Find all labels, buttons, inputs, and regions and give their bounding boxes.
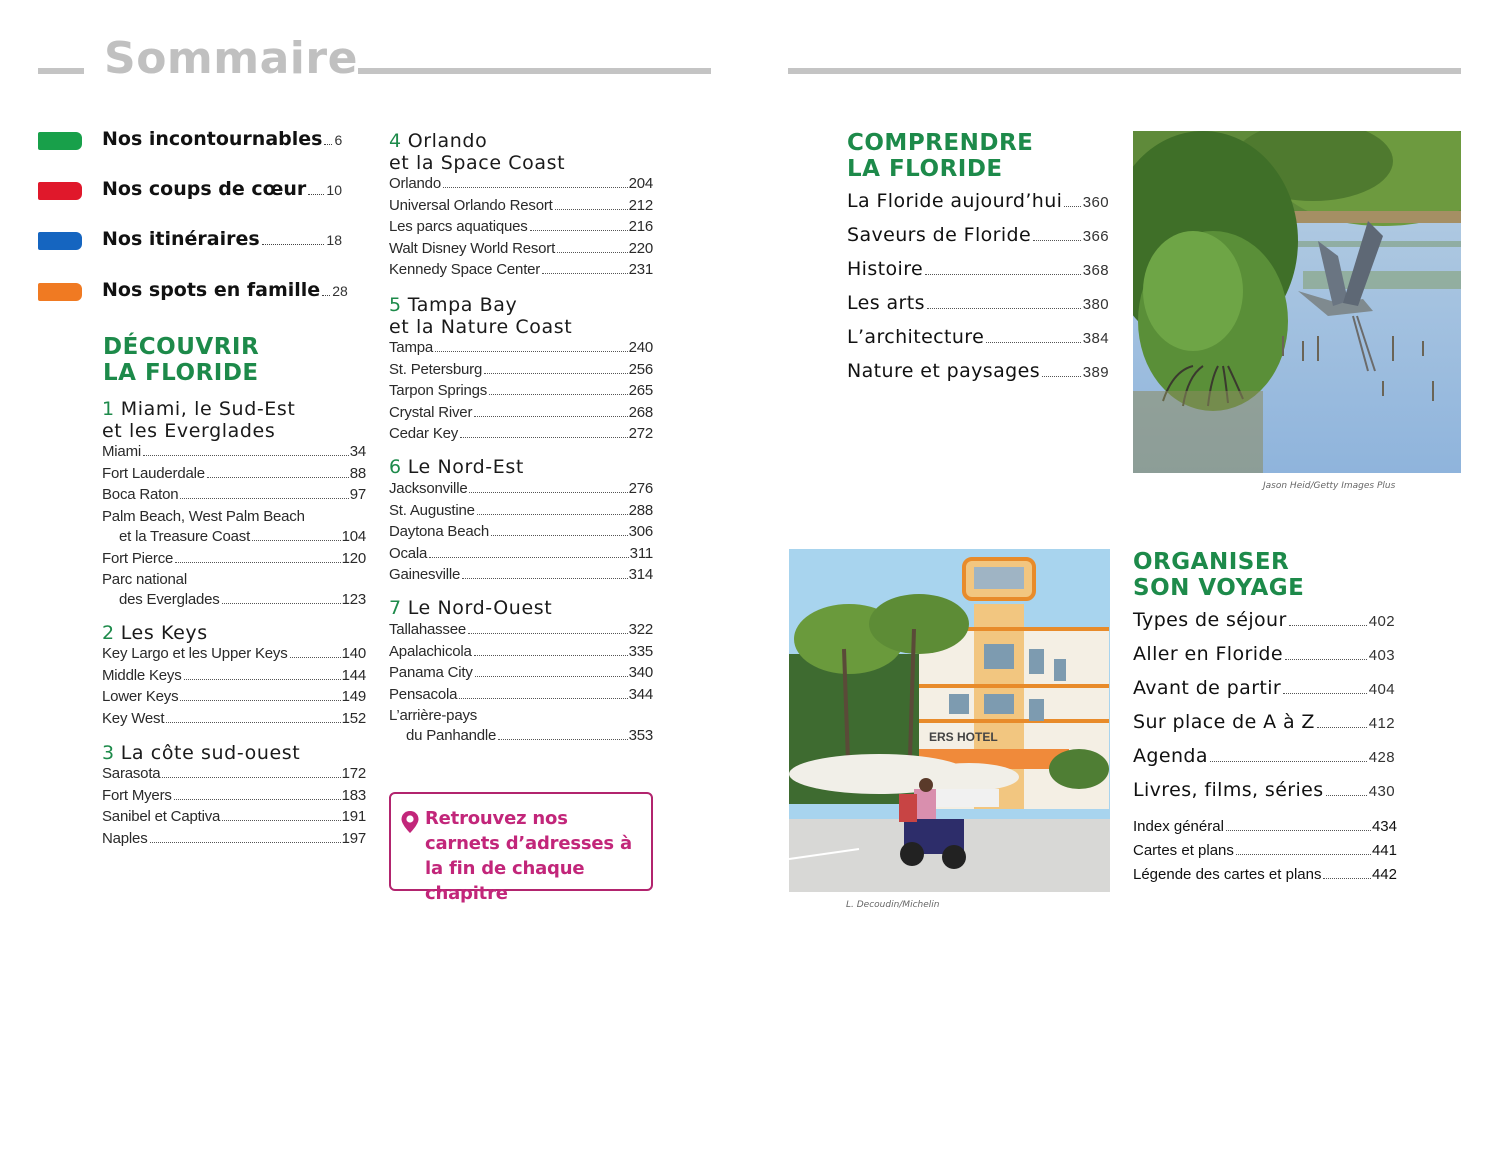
- toc-entry[interactable]: [389, 523, 653, 545]
- page-number: 335: [628, 642, 653, 660]
- toc-entry[interactable]: [102, 465, 366, 487]
- page-number: 276: [628, 480, 653, 497]
- leader-dots: [1226, 830, 1371, 831]
- page-number: 88: [349, 464, 366, 482]
- page-number: 288: [628, 501, 653, 519]
- page-number: 353: [628, 727, 653, 744]
- leader-dots: [150, 842, 341, 843]
- leader-dots: [174, 799, 341, 800]
- leader-dots: [459, 698, 627, 699]
- chapter-5-entries: [389, 339, 653, 447]
- hotel-photo: [789, 549, 1110, 892]
- chapter-number: 1: [102, 398, 115, 420]
- entry-label: Fort Myers: [102, 786, 172, 804]
- entry-label: Parc national: [102, 571, 187, 588]
- page-number: 120: [341, 549, 366, 567]
- highlight-incontournables[interactable]: [102, 128, 342, 150]
- leader-dots: [1033, 240, 1081, 241]
- header-rule-right: [788, 68, 1461, 74]
- toc-entry[interactable]: [389, 480, 653, 502]
- heading-line: LA FLORIDE: [103, 360, 259, 386]
- page-number: 172: [341, 765, 366, 782]
- chapter-number: 6: [389, 456, 402, 478]
- toc-entry[interactable]: [389, 218, 653, 240]
- toc-entry[interactable]: [102, 787, 366, 809]
- green-swatch: [38, 132, 82, 150]
- highlight-coups-de-coeur[interactable]: [102, 178, 342, 200]
- page-number: 191: [341, 808, 366, 825]
- toc-entry[interactable]: [389, 621, 653, 643]
- page-number: 144: [341, 666, 366, 684]
- leader-dots: [443, 187, 628, 188]
- toc-entry[interactable]: [847, 190, 1109, 224]
- heron-photo-credit: Jason Heid/Getty Images Plus: [1263, 481, 1396, 491]
- leader-dots: [252, 540, 340, 541]
- toc-entry[interactable]: [102, 765, 366, 787]
- leader-dots: [435, 351, 628, 352]
- chapter-4-entries: [389, 175, 653, 283]
- toc-entry[interactable]: [102, 508, 366, 550]
- toc-entry[interactable]: [389, 545, 653, 567]
- chapter-number: 5: [389, 294, 402, 316]
- address-book-callout: [389, 792, 653, 904]
- leader-dots: [462, 578, 627, 579]
- entry-label: Cedar Key: [389, 425, 459, 442]
- leader-dots: [498, 739, 627, 740]
- chapter-title: Miami, le Sud-Est: [120, 398, 296, 420]
- highlight-label: Nos incontournables: [102, 128, 323, 150]
- toc-entry[interactable]: [102, 550, 366, 572]
- entry-label: Types de séjour: [1133, 609, 1287, 631]
- leader-dots: [1064, 206, 1080, 207]
- entry-label: Sarasota: [102, 765, 161, 782]
- page-number: 403: [1368, 647, 1395, 664]
- toc-entry[interactable]: [389, 643, 653, 665]
- leader-dots: [222, 820, 340, 821]
- highlight-itineraires[interactable]: [102, 228, 342, 250]
- leader-dots: [1326, 795, 1367, 796]
- section-heading-decouvrir: [103, 334, 259, 386]
- leader-dots: [1323, 878, 1371, 879]
- page-number: 212: [628, 196, 653, 214]
- page-number: 434: [1371, 818, 1397, 835]
- red-swatch: [38, 182, 82, 200]
- leader-dots: [474, 416, 627, 417]
- page-number: 268: [628, 403, 653, 421]
- toc-entry[interactable]: [389, 339, 653, 361]
- leader-dots: [180, 700, 340, 701]
- page-number: 442: [1371, 866, 1397, 883]
- chapter-title: Le Nord-Ouest: [407, 597, 553, 619]
- leader-dots: [474, 655, 628, 656]
- chapter-number: 7: [389, 597, 402, 619]
- entry-label: Tarpon Springs: [389, 382, 488, 399]
- leader-dots: [184, 679, 341, 680]
- chapter-title: Tampa Bay: [407, 294, 518, 316]
- entry-label: Tallahassee: [389, 621, 467, 638]
- leader-dots: [1042, 376, 1081, 377]
- entry-label-continued: des Everglades: [119, 591, 220, 608]
- entry-label: Sanibel et Captiva: [102, 808, 221, 825]
- entry-label: Fort Pierce: [102, 549, 174, 567]
- page-number: 97: [349, 486, 366, 503]
- chapter-heading-6[interactable]: [389, 456, 524, 478]
- chapter-3-entries: [102, 765, 366, 851]
- entry-label: Orlando: [389, 175, 441, 192]
- entry-label: Sur place de A à Z: [1133, 711, 1315, 733]
- entry-label: Index général: [1133, 818, 1224, 835]
- leader-dots: [143, 455, 349, 456]
- leader-dots: [469, 492, 627, 493]
- page-number: 265: [628, 382, 653, 399]
- page-number: 140: [341, 645, 366, 662]
- entry-label: Histoire: [847, 258, 924, 280]
- toc-entry[interactable]: [847, 258, 1109, 292]
- chapter-title: et la Space Coast: [389, 152, 566, 174]
- toc-entry[interactable]: [389, 261, 653, 283]
- page-number: 272: [628, 425, 653, 442]
- entry-label: Les arts: [847, 292, 925, 314]
- heading-line: ORGANISER: [1133, 549, 1290, 575]
- page-number: 204: [628, 175, 653, 192]
- toc-entry[interactable]: [1133, 677, 1395, 711]
- heron-photo: [1133, 131, 1461, 473]
- entry-label: Saveurs de Floride: [847, 224, 1032, 246]
- toc-entry[interactable]: [1133, 842, 1397, 866]
- entry-label: Key Largo et les Upper Keys: [102, 645, 288, 662]
- leader-dots: [1236, 854, 1371, 855]
- leader-dots: [927, 308, 1081, 309]
- toc-entry[interactable]: [1133, 643, 1395, 677]
- toc-entry[interactable]: [102, 443, 366, 465]
- page-number: 428: [1368, 749, 1395, 766]
- chapter-heading-2[interactable]: [102, 622, 208, 644]
- section-heading-comprendre: [847, 130, 1033, 182]
- chapter-title: Orlando: [407, 130, 488, 152]
- miami-hotel-image: [789, 549, 1110, 892]
- leader-dots: [1283, 693, 1367, 694]
- toc-entry[interactable]: [1133, 818, 1397, 842]
- page-number: 402: [1368, 613, 1395, 630]
- toc-entry[interactable]: [389, 502, 653, 524]
- toc-entry[interactable]: [102, 486, 366, 508]
- header-rule-left: [38, 68, 84, 74]
- chapter-heading-7[interactable]: [389, 597, 552, 619]
- page-number: 152: [341, 709, 366, 727]
- leader-dots: [542, 273, 627, 274]
- page-number: 380: [1082, 296, 1109, 313]
- page-number: 368: [1082, 262, 1109, 279]
- leader-dots: [477, 514, 628, 515]
- toc-entry[interactable]: [1133, 779, 1395, 813]
- entry-label: Livres, films, séries: [1133, 779, 1324, 801]
- leader-dots: [162, 777, 340, 778]
- entry-label: L’architecture: [847, 326, 985, 348]
- page-number: 344: [628, 685, 653, 703]
- page-number: 366: [1082, 228, 1109, 245]
- organiser-entries: [1133, 609, 1395, 813]
- page-number: 183: [341, 786, 366, 804]
- chapter-title: et les Everglades: [102, 420, 276, 442]
- entry-label: Les parcs aquatiques: [389, 218, 528, 235]
- highlight-label: Nos coups de cœur: [102, 178, 307, 200]
- heading-line: DÉCOUVRIR: [103, 334, 260, 360]
- entry-label-continued: et la Treasure Coast: [119, 527, 251, 545]
- page-number: 104: [341, 527, 366, 545]
- page-number: 216: [628, 218, 653, 235]
- page-number: 231: [628, 261, 653, 278]
- entry-label: Fort Lauderdale: [102, 464, 205, 482]
- entry-label: Pensacola: [389, 685, 458, 703]
- page-number: 10: [326, 182, 342, 198]
- chapter-1-entries: [102, 443, 366, 613]
- page-number: 389: [1082, 364, 1109, 381]
- entry-label: L’arrière-pays: [389, 707, 478, 724]
- chapter-heading-1[interactable]: [102, 398, 295, 442]
- toc-entry[interactable]: [389, 175, 653, 197]
- leader-dots: [475, 676, 628, 677]
- entry-label: Miami: [102, 443, 141, 460]
- toc-entry[interactable]: [389, 382, 653, 404]
- leader-dots: [925, 274, 1081, 275]
- annexes-entries: [1133, 818, 1397, 890]
- toc-entry[interactable]: [847, 292, 1109, 326]
- chapter-2-entries: [102, 645, 366, 731]
- page-number: 311: [629, 544, 653, 562]
- entry-label: Nature et paysages: [847, 360, 1040, 382]
- heron-mangrove-image: [1133, 131, 1461, 473]
- page-number: 123: [341, 591, 366, 608]
- leader-dots: [530, 230, 628, 231]
- toc-entry[interactable]: [102, 710, 366, 732]
- toc-entry[interactable]: [389, 686, 653, 708]
- entry-label: Key West: [102, 709, 165, 727]
- hotel-photo-credit: L. Decoudin/Michelin: [846, 900, 940, 910]
- entry-label: Walt Disney World Resort: [389, 239, 556, 257]
- leader-dots: [290, 657, 341, 658]
- map-pin-icon: [400, 810, 420, 834]
- page-number: 240: [628, 339, 653, 356]
- page-number: 220: [628, 239, 653, 257]
- toc-entry[interactable]: [1133, 745, 1395, 779]
- chapter-heading-5[interactable]: [389, 294, 572, 338]
- page-number: 256: [628, 360, 653, 378]
- entry-label: Crystal River: [389, 403, 473, 421]
- comprendre-entries: [847, 190, 1109, 394]
- leader-dots: [429, 557, 628, 558]
- heading-line: SON VOYAGE: [1133, 575, 1305, 601]
- highlight-label: Nos itinéraires: [102, 228, 260, 250]
- leader-dots: [175, 562, 340, 563]
- entry-label: Daytona Beach: [389, 523, 489, 540]
- leader-dots: [484, 373, 627, 374]
- chapter-number: 3: [102, 742, 115, 764]
- entry-label: Aller en Floride: [1133, 643, 1283, 665]
- toc-entry[interactable]: [389, 707, 653, 749]
- highlight-spots-famille[interactable]: [102, 279, 348, 301]
- chapter-title: et la Nature Coast: [389, 316, 573, 338]
- leader-dots: [489, 394, 627, 395]
- page-number: 441: [1371, 842, 1397, 859]
- toc-entry[interactable]: [847, 224, 1109, 258]
- leader-dots: [491, 535, 628, 536]
- toc-entry[interactable]: [389, 425, 653, 447]
- toc-entry[interactable]: [389, 566, 653, 588]
- leader-dots: [468, 633, 628, 634]
- highlight-label: Nos spots en famille: [102, 279, 321, 301]
- toc-entry[interactable]: [389, 404, 653, 426]
- toc-entry[interactable]: [102, 688, 366, 710]
- entry-label: Naples: [102, 829, 148, 847]
- toc-entry[interactable]: [389, 361, 653, 383]
- page-number: 149: [341, 688, 366, 705]
- chapter-6-entries: [389, 480, 653, 588]
- entry-label: Avant de partir: [1133, 677, 1282, 699]
- page-number: 384: [1082, 330, 1109, 347]
- entry-label: Tampa: [389, 339, 434, 356]
- page-number: 340: [628, 664, 653, 681]
- entry-label: Panama City: [389, 664, 473, 681]
- section-heading-organiser: [1133, 549, 1304, 601]
- chapter-title: Le Nord-Est: [407, 456, 524, 478]
- page-number: 314: [628, 566, 653, 583]
- entry-label: Agenda: [1133, 745, 1208, 767]
- entry-label: Apalachicola: [389, 642, 472, 660]
- entry-label: Ocala: [389, 544, 428, 562]
- leader-dots: [555, 209, 628, 210]
- chapter-heading-4[interactable]: [389, 130, 565, 174]
- toc-entry[interactable]: [1133, 866, 1397, 890]
- page-number: 34: [349, 443, 366, 460]
- entry-label: Cartes et plans: [1133, 842, 1234, 859]
- header-rule-middle: [358, 68, 711, 74]
- entry-label: St. Augustine: [389, 501, 475, 519]
- entry-label: Palm Beach, West Palm Beach: [102, 507, 305, 525]
- leader-dots: [1289, 625, 1367, 626]
- toc-entry[interactable]: [102, 808, 366, 830]
- entry-label: St. Petersburg: [389, 360, 483, 378]
- heading-line: LA FLORIDE: [847, 156, 1003, 182]
- orange-swatch: [38, 283, 82, 301]
- chapter-7-entries: [389, 621, 653, 749]
- toc-entry[interactable]: [102, 667, 366, 689]
- leader-dots: [262, 244, 325, 245]
- entry-label: Légende des cartes et plans: [1133, 866, 1322, 883]
- entry-label: Gainesville: [389, 566, 461, 583]
- entry-label: Kennedy Space Center: [389, 261, 541, 278]
- toc-entry[interactable]: [102, 830, 366, 852]
- page-number: 6: [334, 132, 343, 148]
- page-number: 306: [628, 523, 653, 540]
- hotel-sign: ERS HOTEL: [929, 730, 998, 744]
- entry-label: Lower Keys: [102, 688, 179, 705]
- leader-dots: [1210, 761, 1367, 762]
- page-number: 430: [1368, 783, 1395, 800]
- leader-dots: [986, 342, 1081, 343]
- page-number: 360: [1082, 194, 1109, 211]
- entry-label: Universal Orlando Resort: [389, 196, 553, 214]
- leader-dots: [324, 144, 332, 145]
- toc-entry[interactable]: [1133, 711, 1395, 745]
- leader-dots: [308, 194, 324, 195]
- page-number: 28: [332, 283, 348, 299]
- leader-dots: [557, 252, 627, 253]
- toc-entry[interactable]: [389, 664, 653, 686]
- entry-label: La Floride aujourd’hui: [847, 190, 1063, 212]
- page-number: 404: [1368, 681, 1395, 698]
- blue-swatch: [38, 232, 82, 250]
- leader-dots: [222, 603, 341, 604]
- heading-line: COMPRENDRE: [847, 130, 1034, 156]
- page-number: 197: [341, 829, 366, 847]
- entry-label: Boca Raton: [102, 486, 179, 503]
- toc-entry[interactable]: [847, 360, 1109, 394]
- toc-entry[interactable]: [389, 197, 653, 219]
- entry-label: Middle Keys: [102, 666, 182, 684]
- leader-dots: [1285, 659, 1367, 660]
- entry-label: Jacksonville: [389, 480, 468, 497]
- leader-dots: [207, 477, 349, 478]
- toc-entry[interactable]: [102, 645, 366, 667]
- page-title: Sommaire: [104, 33, 358, 84]
- toc-entry[interactable]: [102, 571, 366, 613]
- leader-dots: [180, 498, 348, 499]
- toc-entry[interactable]: [847, 326, 1109, 360]
- chapter-number: 2: [102, 622, 115, 644]
- page-number: 18: [326, 232, 342, 248]
- entry-label-continued: du Panhandle: [406, 727, 497, 744]
- chapter-title: Les Keys: [120, 622, 208, 644]
- page-number: 322: [628, 621, 653, 638]
- page-number: 412: [1368, 715, 1395, 732]
- leader-dots: [460, 437, 627, 438]
- leader-dots: [322, 295, 330, 296]
- leader-dots: [1317, 727, 1367, 728]
- callout-text: Retrouvez nos carnets d’adresses à la fin de chaque chapitre: [425, 808, 632, 904]
- leader-dots: [166, 722, 340, 723]
- toc-entry[interactable]: [389, 240, 653, 262]
- chapter-number: 4: [389, 130, 402, 152]
- chapter-heading-3[interactable]: [102, 742, 300, 764]
- toc-entry[interactable]: [1133, 609, 1395, 643]
- chapter-title: La côte sud-ouest: [120, 742, 301, 764]
